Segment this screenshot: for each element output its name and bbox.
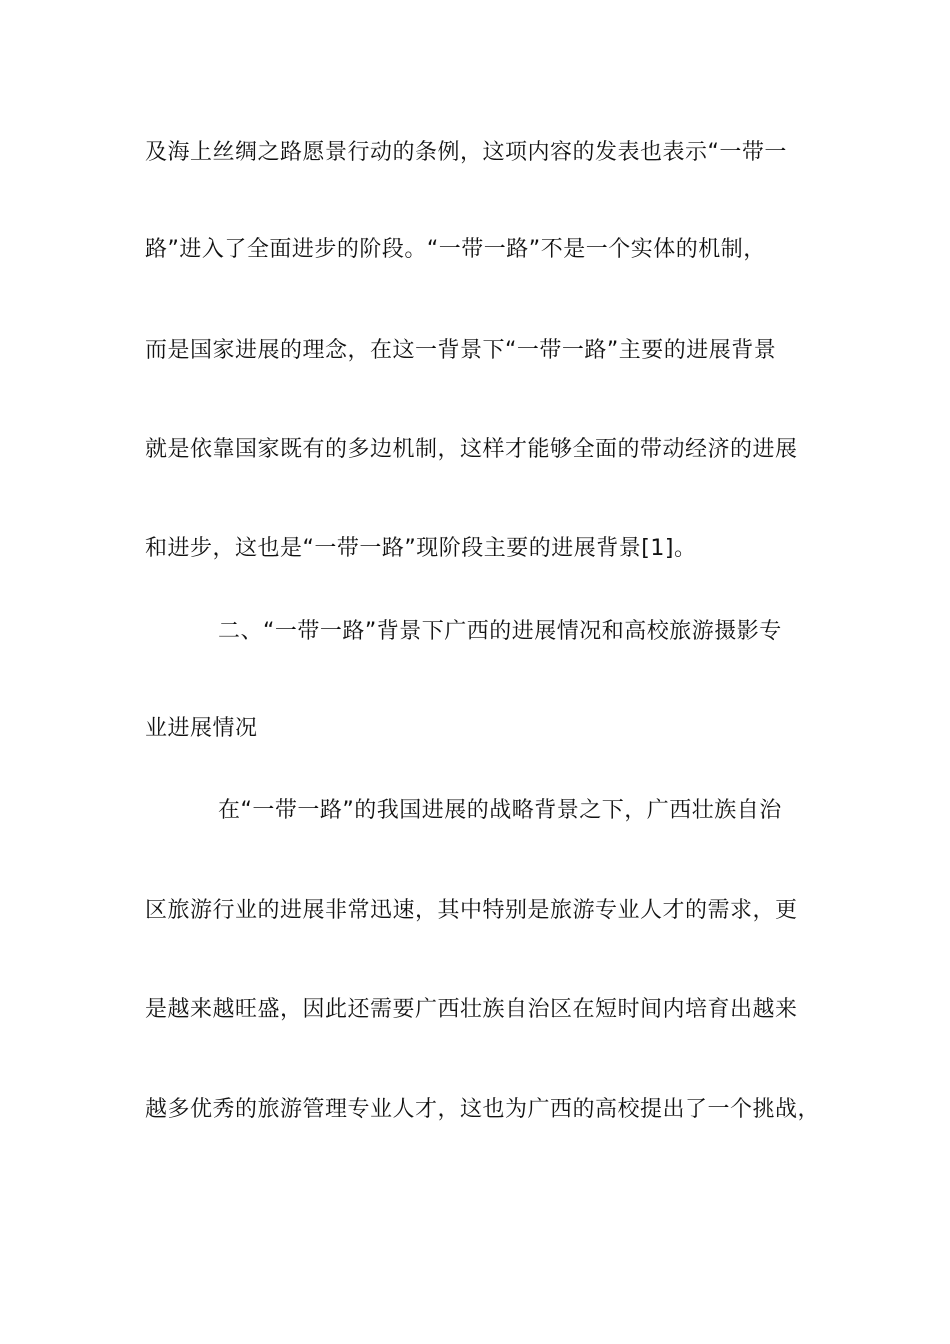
paragraph-line: 及海上丝绸之路愿景行动的条例，这项内容的发表也表示“一带一	[145, 140, 787, 165]
paragraph-line: 就是依靠国家既有的多边机制，这样才能够全面的带动经济的进展	[145, 437, 798, 462]
paragraph-line: 路”进入了全面进步的阶段。“一带一路”不是一个实体的机制，	[145, 237, 766, 262]
paragraph-line: 越多优秀的旅游管理专业人才，这也为广西的高校提出了一个挑战，	[145, 1097, 821, 1122]
paragraph-line: 区旅游行业的进展非常迅速，其中特别是旅游专业人才的需求，更	[145, 898, 798, 923]
paragraph-line: 而是国家进展的理念，在这一背景下“一带一路”主要的进展背景	[145, 338, 777, 363]
section-heading-continued: 业进展情况	[145, 716, 258, 741]
paragraph-line: 是越来越旺盛，因此还需要广西壮族自治区在短时间内培育出越来	[145, 997, 798, 1022]
section-heading: 二、“一带一路”背景下广西的进展情况和高校旅游摄影专	[218, 619, 782, 644]
paragraph-line: 和进步，这也是“一带一路”现阶段主要的进展背景[1]。	[145, 536, 697, 561]
paragraph-line: 在“一带一路”的我国进展的战略背景之下，广西壮族自治	[218, 798, 782, 823]
